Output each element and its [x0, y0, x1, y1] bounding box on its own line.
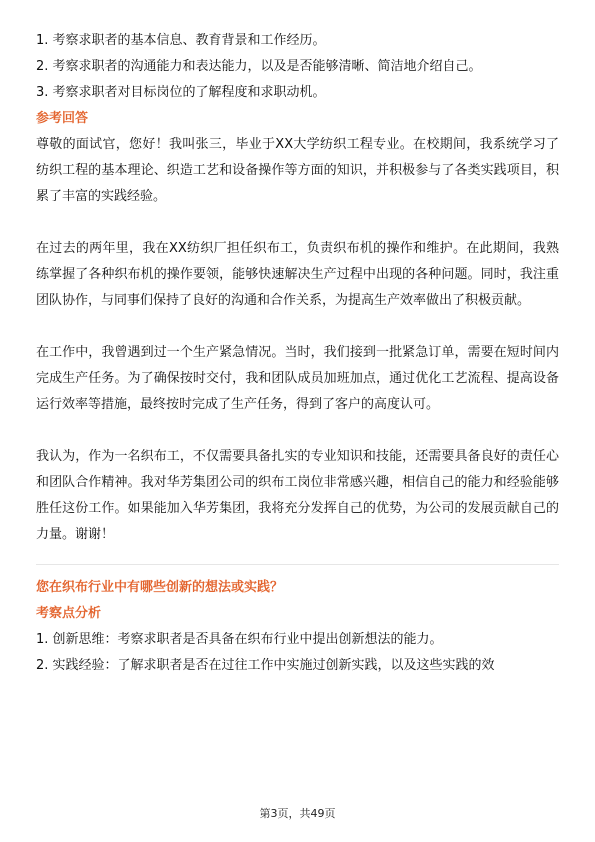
analysis-list — [36, 627, 559, 679]
criteria-item: 1. 考察求职者的基本信息、教育背景和工作经历。 — [36, 33, 326, 48]
question-title: 您在织布行业中有哪些创新的想法或实践？ — [36, 580, 284, 595]
section-divider — [36, 564, 559, 565]
analysis-item: 2. 实践经验：了解求职者是否在过往工作中实施过创新实践，以及这些实践的效 — [36, 658, 495, 673]
answer-heading: 参考回答 — [36, 111, 89, 126]
page-number: 第3页，共49页 — [259, 807, 336, 820]
criteria-item: 2. 考察求职者的沟通能力和表达能力，以及是否能够清晰、简洁地介绍自己。 — [36, 59, 482, 74]
answer-paragraph: 我认为，作为一名织布工，不仅需要具备扎实的专业知识和技能，还需要具备良好的责任心和团队合作精神。我对华芳集团公司的织布工岗位非常感兴趣，相信自己的能力和经验能够胜任这份工作。如果能加入华芳集团，我将充分发挥自己的优势，为公司的发展贡献自己的力量。谢谢！ — [36, 449, 559, 542]
paragraph-spacer — [36, 418, 559, 444]
answer-paragraph: 尊敬的面试官，您好！我叫张三，毕业于XX大学纺织工程专业。在校期间，我系统学习了纺织工程的基本理论、织造工艺和设备操作等方面的知识，并积极参与了各类实践项目，积累了丰富的实践经验。 — [36, 137, 559, 204]
answer-body — [36, 132, 559, 548]
analysis-heading: 考察点分析 — [36, 606, 102, 621]
paragraph-spacer — [36, 210, 559, 236]
analysis-item: 1. 创新思维：考察求职者是否具备在织布行业中提出创新想法的能力。 — [36, 632, 443, 647]
criteria-item: 3. 考察求职者对目标岗位的了解程度和求职动机。 — [36, 85, 326, 100]
answer-paragraph: 在过去的两年里，我在XX纺织厂担任织布工，负责织布机的操作和维护。在此期间，我熟练掌握了各种织布机的操作要领，能够快速解决生产过程中出现的各种问题。同时，我注重团队协作，与同事们保持了良好的沟通和合作关系，为提高生产效率做出了积极贡献。 — [36, 241, 559, 308]
paragraph-spacer — [36, 314, 559, 340]
answer-paragraph: 在工作中，我曾遇到过一个生产紧急情况。当时，我们接到一批紧急订单，需要在短时间内完成生产任务。为了确保按时交付，我和团队成员加班加点，通过优化工艺流程、提高设备运行效率等措施，最终按时完成了生产任务，得到了客户的高度认可。 — [36, 345, 559, 412]
criteria-list — [36, 28, 559, 106]
document-page — [36, 28, 559, 679]
